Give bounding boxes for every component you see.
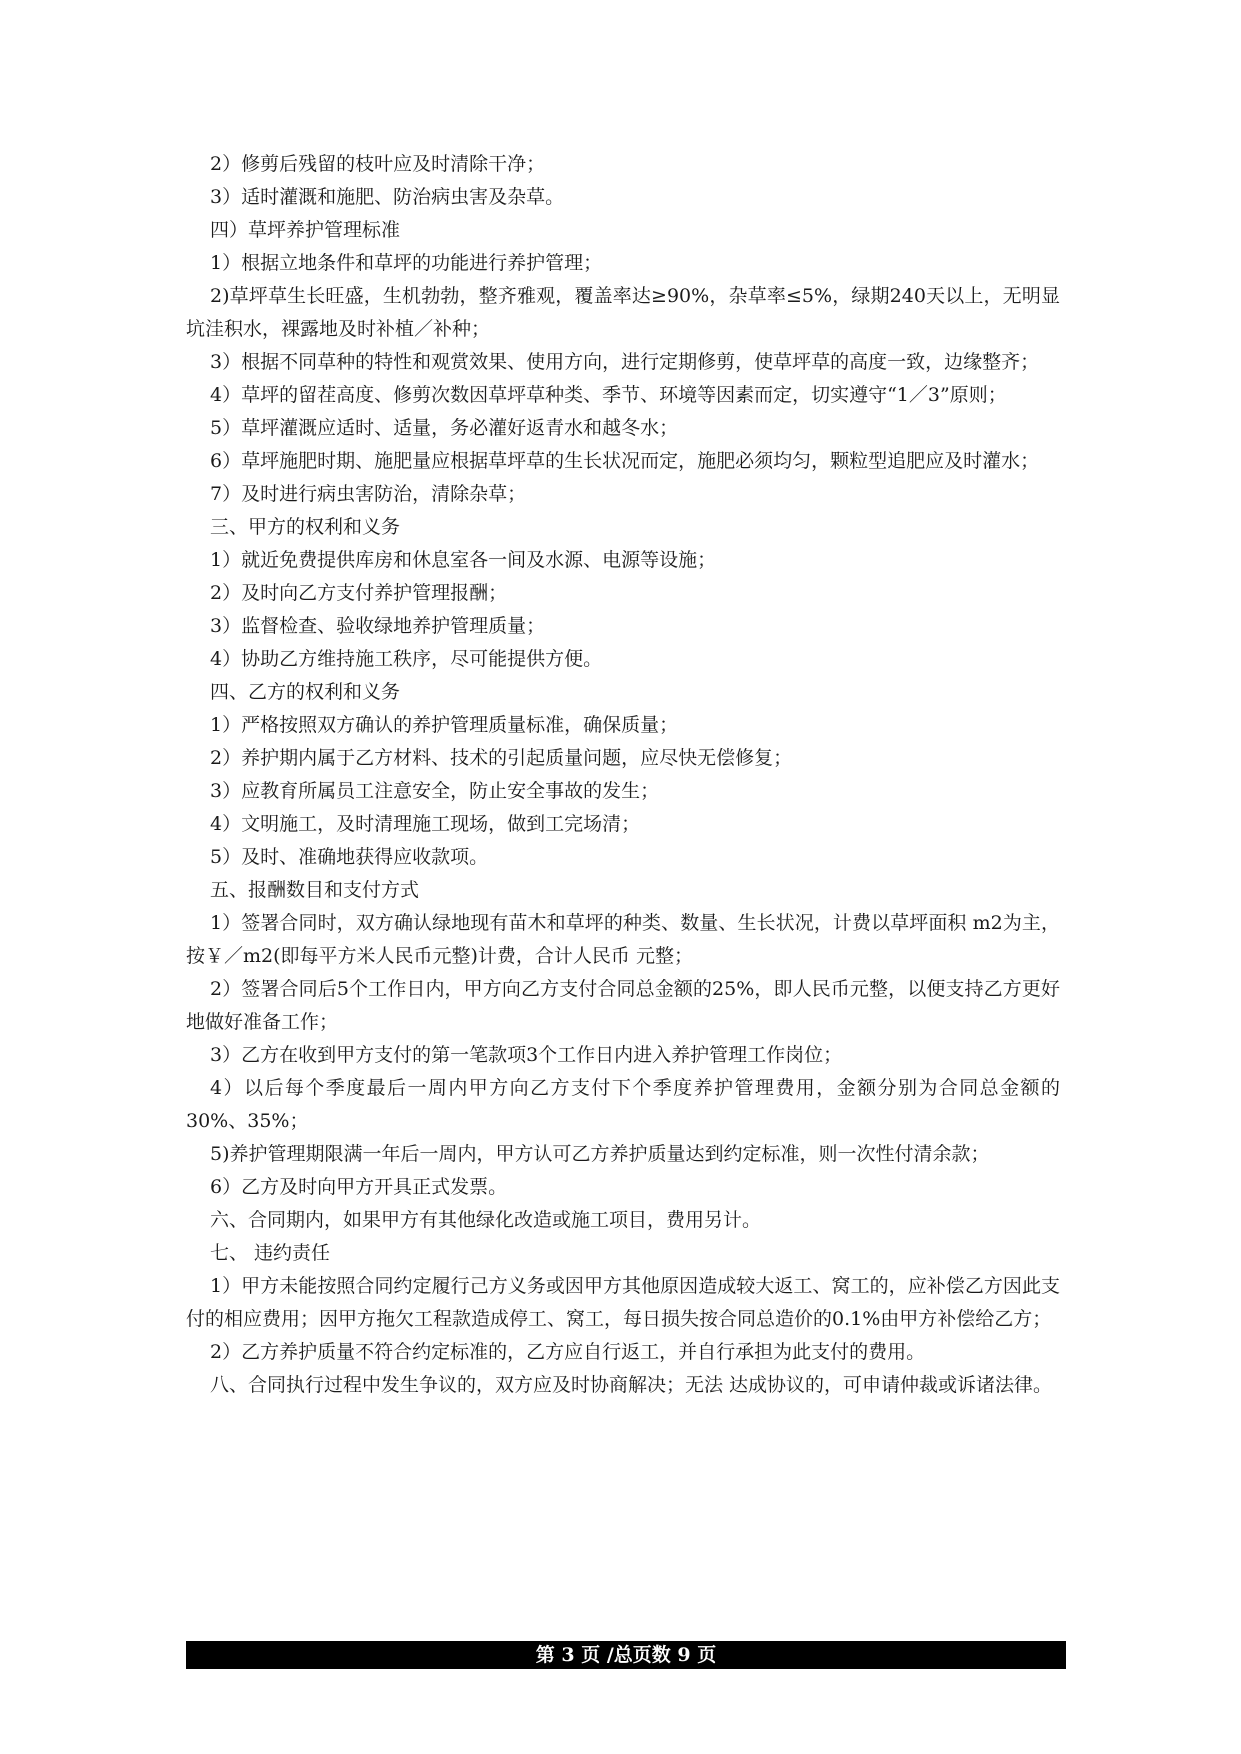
paragraph: 3）乙方在收到甲方支付的第一笔款项3个工作日内进入养护管理工作岗位； xyxy=(210,1044,843,1066)
paragraph: 1）根据立地条件和草坪的功能进行养护管理； xyxy=(210,252,603,274)
paragraph: 7）及时进行病虫害防治，清除杂草； xyxy=(210,483,527,505)
paragraph: 5）草坪灌溉应适时、适量，务必灌好返青水和越冬水； xyxy=(210,417,679,439)
paragraph: 5）及时、准确地获得应收款项。 xyxy=(210,846,489,868)
section-heading: 四、乙方的权利和义务 xyxy=(210,681,401,703)
paragraph: 2）养护期内属于乙方材料、技术的引起质量问题，应尽快无偿修复； xyxy=(210,747,793,769)
page-number-label: 第 3 页 /总页数 9 页 xyxy=(535,1644,717,1666)
paragraph: 1）就近免费提供库房和休息室各一间及水源、电源等设施； xyxy=(210,549,717,571)
paragraph: 4）以后每个季度最后一周内甲方向乙方支付下个季度养护管理费用，金额分别为合同总金额的30%、35%； xyxy=(186,1077,1060,1132)
paragraph: 4）协助乙方维持施工秩序，尽可能提供方便。 xyxy=(210,648,603,670)
paragraph: 4）草坪的留茬高度、修剪次数因草坪草种类、季节、环境等因素而定，切实遵守“1／3”原则； xyxy=(210,384,1007,406)
document-body xyxy=(186,148,1060,1402)
paragraph: 2）乙方养护质量不符合约定标准的，乙方应自行返工，并自行承担为此支付的费用。 xyxy=(210,1341,926,1363)
paragraph: 3）根据不同草种的特性和观赏效果、使用方向，进行定期修剪，使草坪草的高度一致，边缘整齐； xyxy=(210,351,1040,373)
paragraph: 2)草坪草生长旺盛，生机勃勃，整齐雅观，覆盖率达≥90%，杂草率≤5%，绿期240天以上，无明显坑洼积水，裸露地及时补植／补种； xyxy=(186,285,1060,340)
section-heading: 三、甲方的权利和义务 xyxy=(210,516,401,538)
section-heading: 五、报酬数目和支付方式 xyxy=(210,879,420,901)
paragraph: 2）签署合同后5个工作日内，甲方向乙方支付合同总金额的25%，即人民币元整，以便支持乙方更好地做好准备工作； xyxy=(186,978,1060,1033)
section-heading: 六、合同期内，如果甲方有其他绿化改造或施工项目，费用另计。 xyxy=(210,1209,762,1231)
page-footer xyxy=(186,1641,1066,1669)
paragraph: 5)养护管理期限满一年后一周内，甲方认可乙方养护质量达到约定标准，则一次性付清余款； xyxy=(210,1143,990,1165)
paragraph: 6）草坪施肥时期、施肥量应根据草坪草的生长状况而定，施肥必须均匀，颗粒型追肥应及时灌水； xyxy=(210,450,1040,472)
paragraph: 3）适时灌溉和施肥、防治病虫害及杂草。 xyxy=(210,186,565,208)
paragraph: 6）乙方及时向甲方开具正式发票。 xyxy=(210,1176,508,1198)
paragraph: 1）严格按照双方确认的养护管理质量标准，确保质量； xyxy=(210,714,679,736)
section-heading: 七、 违约责任 xyxy=(210,1242,331,1264)
paragraph: 3）应教育所属员工注意安全，防止安全事故的发生； xyxy=(210,780,660,802)
paragraph: 2）修剪后残留的枝叶应及时清除干净； xyxy=(210,153,546,175)
section-heading: 四）草坪养护管理标准 xyxy=(210,219,401,241)
paragraph: 3）监督检查、验收绿地养护管理质量； xyxy=(210,615,546,637)
paragraph: 4）文明施工，及时清理施工现场，做到工完场清； xyxy=(210,813,641,835)
section-heading: 八、合同执行过程中发生争议的，双方应及时协商解决；无法 达成协议的，可申请仲裁或诉诸法律。 xyxy=(210,1374,1053,1396)
paragraph: 1）甲方未能按照合同约定履行己方义务或因甲方其他原因造成较大返工、窝工的，应补偿乙方因此支付的相应费用；因甲方拖欠工程款造成停工、窝工，每日损失按合同总造价的0.1%由甲方补偿给乙方； xyxy=(186,1275,1060,1330)
paragraph: 1）签署合同时，双方确认绿地现有苗木和草坪的种类、数量、生长状况，计费以草坪面积 m2为主，按￥／m2(即每平方米人民币元整)计费，合计人民币 元整； xyxy=(186,912,1060,967)
paragraph: 2）及时向乙方支付养护管理报酬； xyxy=(210,582,508,604)
